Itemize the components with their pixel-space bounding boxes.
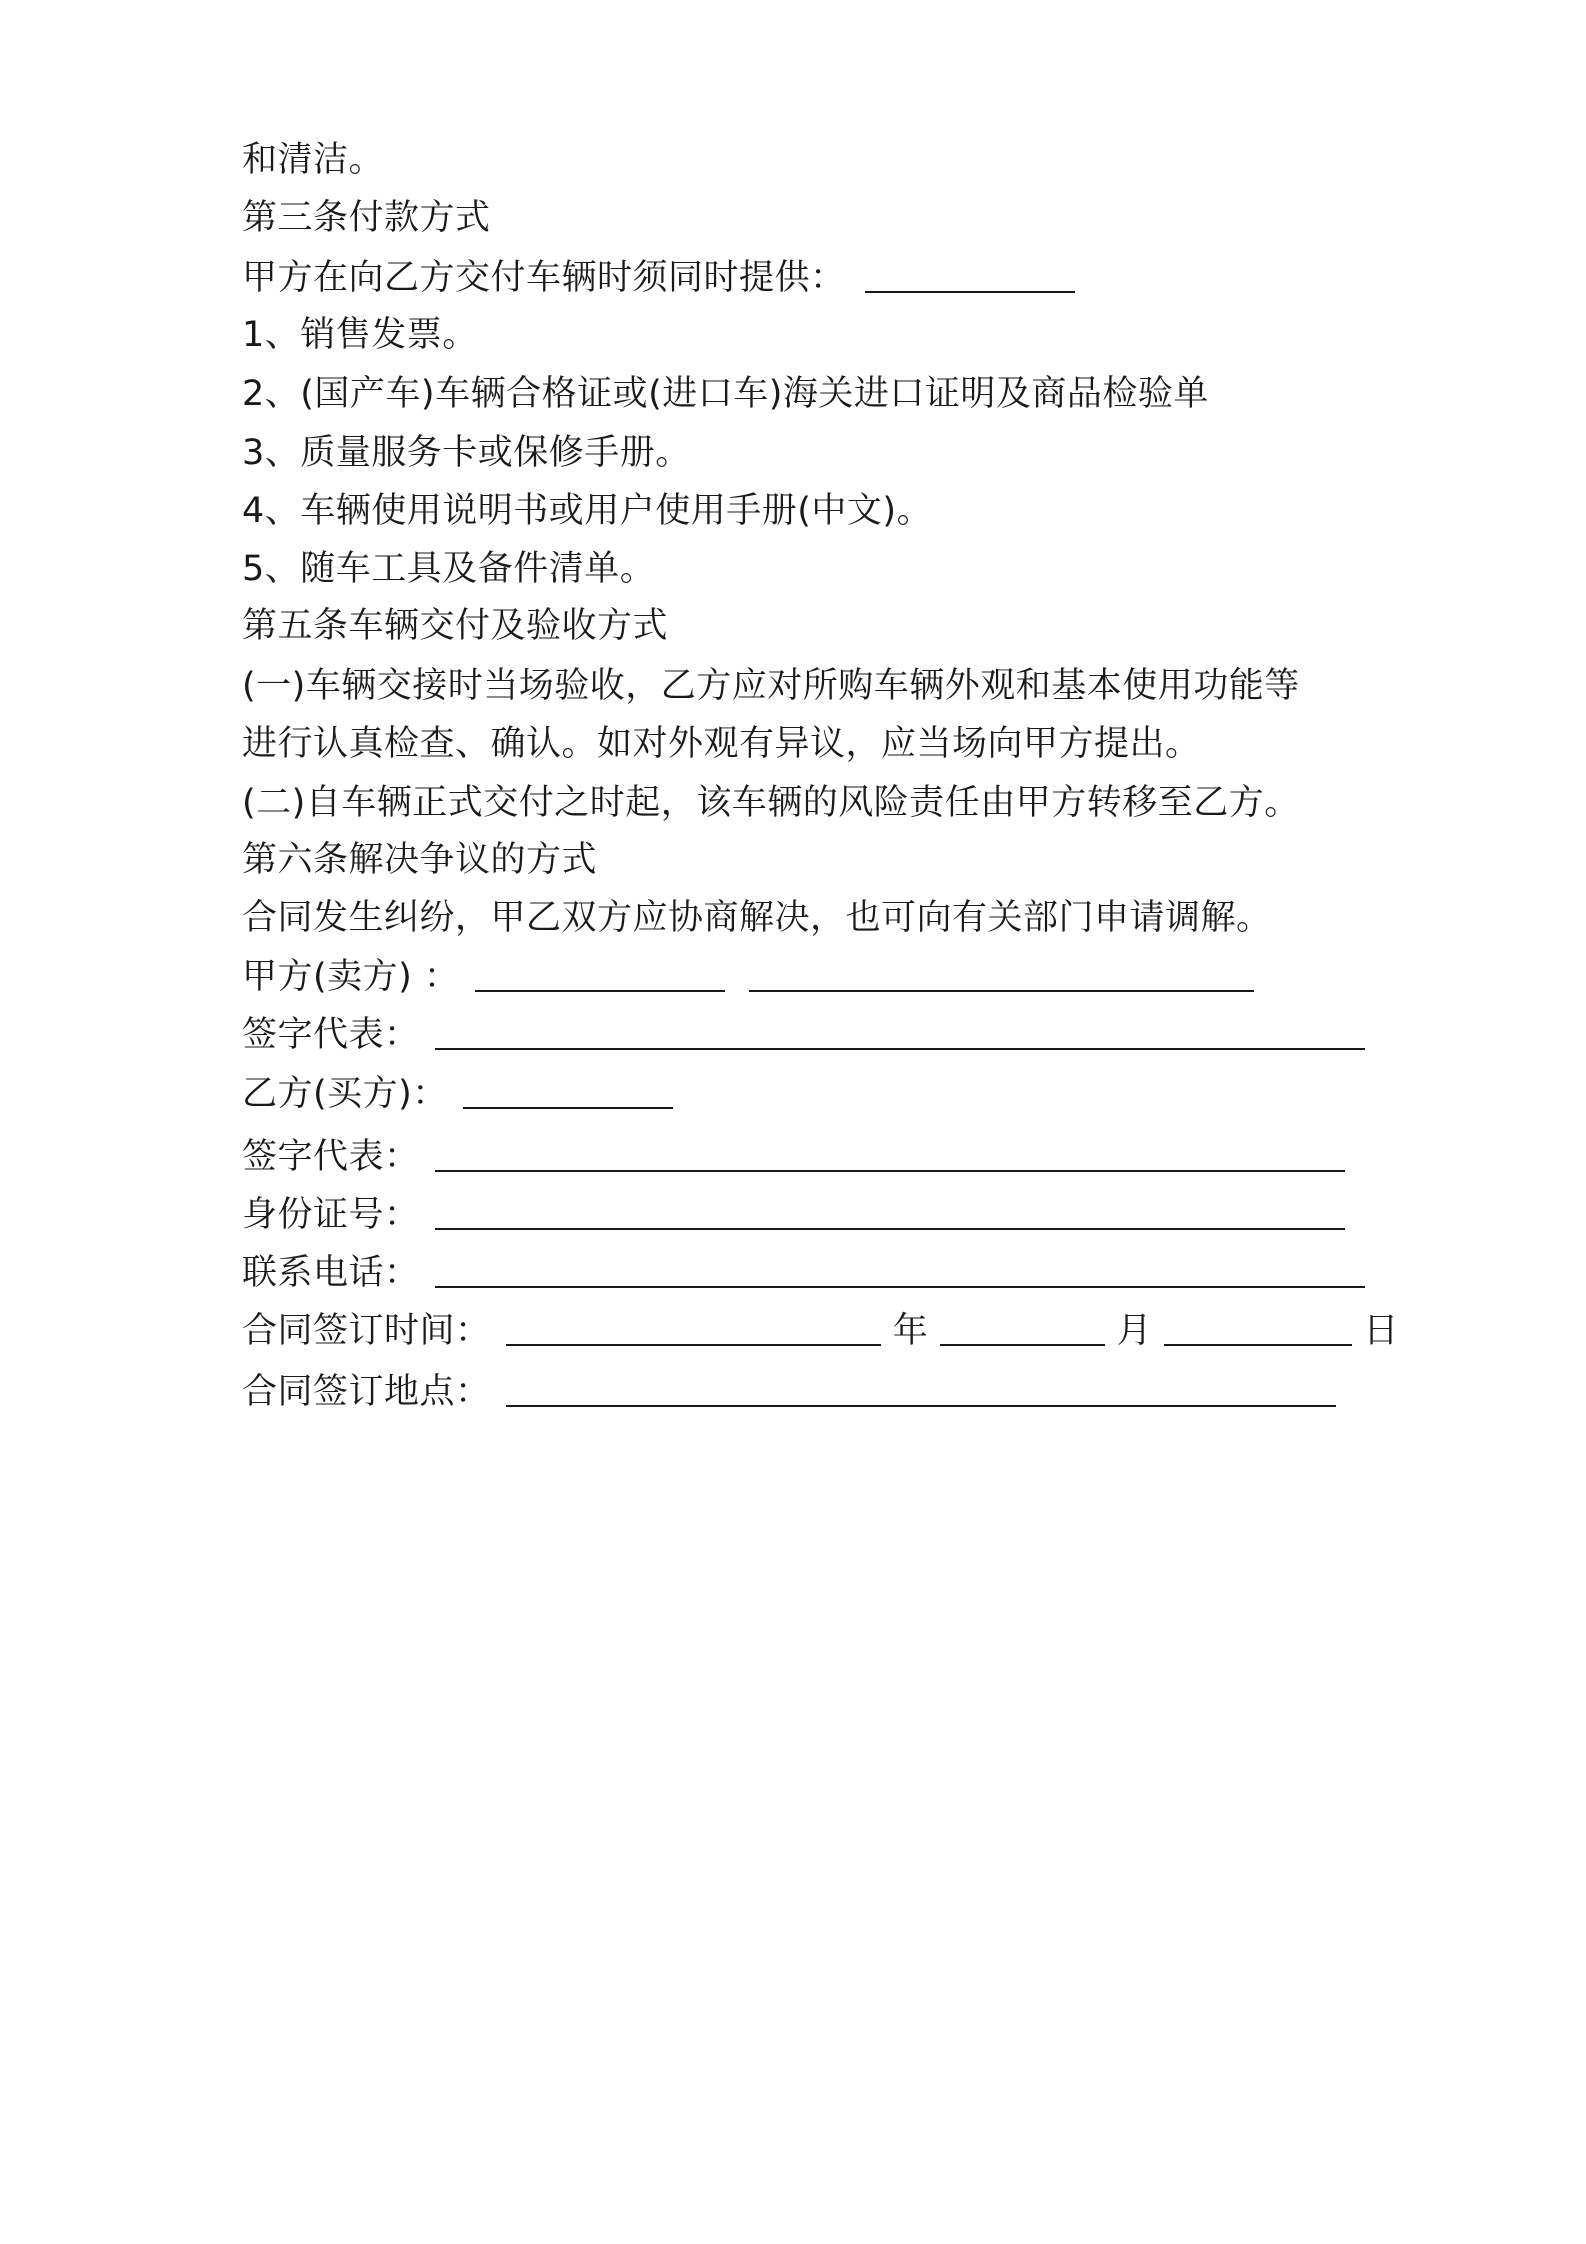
party-a-blank-1[interactable]	[475, 960, 725, 992]
section-heading: 第五条车辆交付及验收方式	[242, 606, 669, 646]
phone-label: 联系电话：	[242, 1253, 420, 1293]
text-line: (一)车辆交接时当场验收，乙方应对所购车辆外观和基本使用功能等	[242, 666, 1300, 706]
text-line: 和清洁。	[242, 140, 385, 180]
list-item: 2、(国产车)车辆合格证或(进口车)海关进口证明及商品检验单	[242, 374, 1209, 414]
list-item: 5、随车工具及备件清单。	[242, 549, 656, 589]
rep-a-row	[242, 1013, 1365, 1057]
section-heading: 第六条解决争议的方式	[242, 840, 598, 880]
party-a-row	[242, 955, 1254, 999]
id-row	[242, 1193, 1345, 1237]
list-item: 4、车辆使用说明书或用户使用手册(中文)。	[242, 491, 933, 531]
text-line: 合同发生纠纷，甲乙双方应协商解决，也可向有关部门申请调解。	[242, 898, 1272, 938]
rep-b-blank[interactable]	[435, 1140, 1345, 1172]
rep-a-blank[interactable]	[435, 1018, 1365, 1050]
section-heading: 第三条付款方式	[242, 198, 491, 238]
party-b-row	[242, 1072, 673, 1116]
phone-blank[interactable]	[435, 1256, 1365, 1288]
place-row	[242, 1370, 1336, 1414]
place-blank[interactable]	[506, 1375, 1336, 1407]
id-blank[interactable]	[435, 1198, 1345, 1230]
list-item: 1、销售发票。	[242, 315, 478, 355]
day-label: 日	[1363, 1311, 1399, 1351]
day-blank[interactable]	[1164, 1314, 1352, 1346]
year-blank[interactable]	[506, 1314, 881, 1346]
party-a-label: 甲方(卖方) ：	[242, 957, 460, 997]
place-label: 合同签订地点：	[242, 1372, 491, 1412]
fill-blank[interactable]	[865, 261, 1075, 293]
rep-b-row	[242, 1135, 1345, 1179]
date-row	[242, 1309, 1399, 1353]
rep-b-label: 签字代表：	[242, 1137, 420, 1177]
id-label: 身份证号：	[242, 1195, 420, 1235]
list-item: 3、质量服务卡或保修手册。	[242, 433, 691, 473]
date-label: 合同签订时间：	[242, 1311, 491, 1351]
month-blank[interactable]	[940, 1314, 1105, 1346]
text-line: (二)自车辆正式交付之时起，该车辆的风险责任由甲方转移至乙方。	[242, 783, 1300, 823]
year-label: 年	[892, 1311, 929, 1351]
party-a-blank-2[interactable]	[749, 960, 1254, 992]
month-label: 月	[1116, 1311, 1153, 1351]
party-b-blank[interactable]	[463, 1077, 673, 1109]
phone-row	[242, 1251, 1365, 1295]
rep-a-label: 签字代表：	[242, 1015, 420, 1055]
party-b-label: 乙方(买方)：	[242, 1074, 448, 1114]
text-line: 进行认真检查、确认。如对外观有异议，应当场向甲方提出。	[242, 724, 1201, 764]
text: 甲方在向乙方交付车辆时须同时提供：	[242, 258, 846, 298]
text-line-with-blank	[242, 256, 1075, 300]
